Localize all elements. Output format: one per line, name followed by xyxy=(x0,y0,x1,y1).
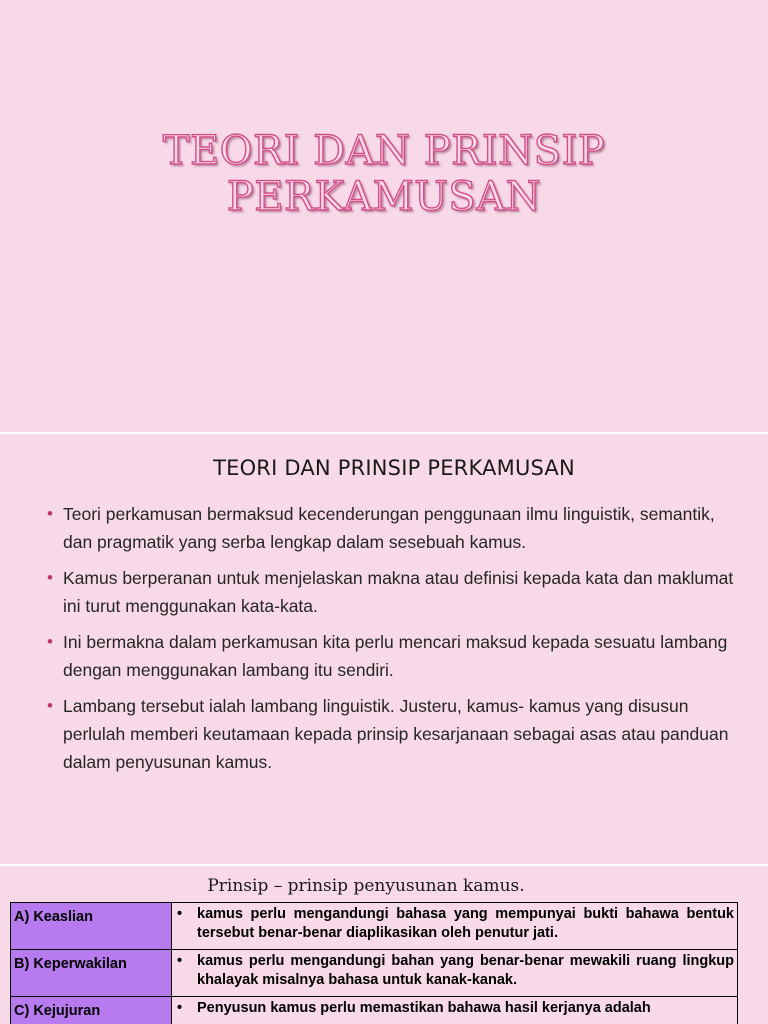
principle-description xyxy=(172,997,738,1024)
principle-text: kamus perlu mengandungi bahasa yang mempunyai bukti bahawa bentuk tersebut benar-benar diaplikasikan oleh penutur jati. xyxy=(197,906,734,941)
bullet-icon: • xyxy=(47,696,53,715)
principle-description xyxy=(172,903,738,950)
bullet-item xyxy=(47,564,747,620)
title-line-1: TEORI DAN PRINSIP xyxy=(162,128,606,174)
bullet-icon: • xyxy=(47,568,53,587)
slide-principles xyxy=(0,866,768,1024)
bullet-text: Teori perkamusan bermaksud kecenderungan penggunaan ilmu linguistik, semantik, dan pragmatik yang serba lengkap dalam sesebuah kamus. xyxy=(63,504,715,552)
table-row xyxy=(11,950,738,997)
bullet-icon: • xyxy=(177,1000,183,1016)
principles-table xyxy=(10,902,738,1024)
bullet-icon: • xyxy=(47,504,53,523)
bullet-item xyxy=(47,628,747,684)
bullet-icon: • xyxy=(47,632,53,651)
slide-title xyxy=(0,0,768,432)
bullet-item xyxy=(47,692,747,776)
bullet-list xyxy=(47,500,747,784)
principle-label: C) Kejujuran xyxy=(11,997,172,1024)
bullet-text: Ini bermakna dalam perkamusan kita perlu mencari maksud kepada sesuatu lambang dengan menggunakan lambang itu sendiri. xyxy=(63,632,728,680)
slide-principles-heading: Prinsip – prinsip penyusunan kamus. xyxy=(207,876,525,896)
bullet-text: Kamus berperanan untuk menjelaskan makna atau definisi kepada kata dan maklumat ini turut menggunakan kata-kata. xyxy=(63,568,734,616)
principle-label: B) Keperwakilan xyxy=(11,950,172,997)
slide-title-heading xyxy=(0,128,768,220)
bullet-icon: • xyxy=(177,953,183,969)
title-line-2: PERKAMUSAN xyxy=(226,174,542,220)
principle-text: Penyusun kamus perlu memastikan bahawa hasil kerjanya adalah xyxy=(197,1000,651,1016)
slide-theory-heading: TEORI DAN PRINSIP PERKAMUSAN xyxy=(213,456,575,480)
table-row xyxy=(11,903,738,950)
principle-text: kamus perlu mengandungi bahan yang benar-benar mewakili ruang lingkup khalayak misalnya bahasa untuk kanak-kanak. xyxy=(197,953,734,988)
bullet-item xyxy=(47,500,747,556)
principle-description xyxy=(172,950,738,997)
bullet-text: Lambang tersebut ialah lambang linguistik. Justeru, kamus- kamus yang disusun perlulah memberi keutamaan kepada prinsip kesarjanaan sebagai asas atau panduan dalam penyusunan kamus. xyxy=(63,696,729,772)
bullet-icon: • xyxy=(177,906,183,922)
table-row xyxy=(11,997,738,1024)
slide-theory xyxy=(0,434,768,864)
principle-label: A) Keaslian xyxy=(11,903,172,950)
